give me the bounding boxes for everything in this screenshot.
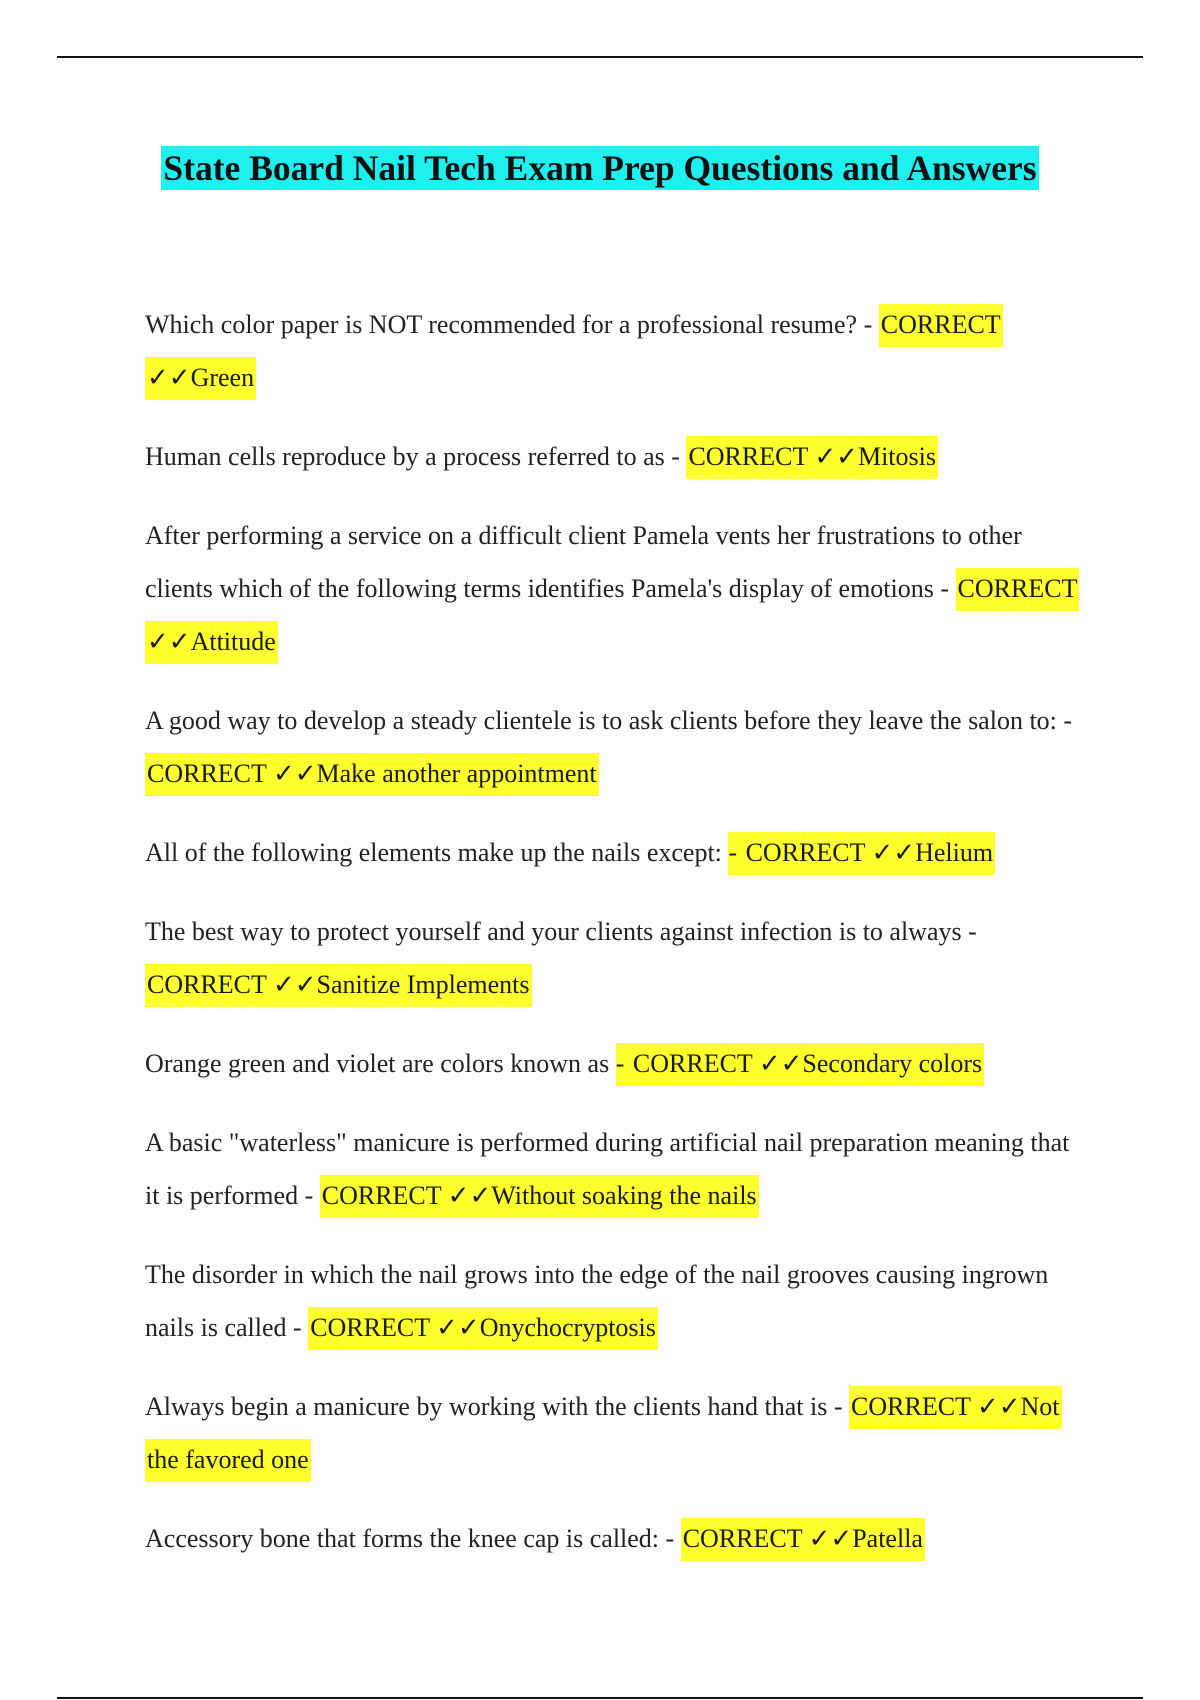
answer-text: CORRECT ✓✓Attitude: [145, 568, 1079, 664]
bottom-rule: [57, 1697, 1143, 1699]
answer-text: CORRECT ✓✓Sanitize Implements: [145, 964, 532, 1007]
answer-text: CORRECT ✓✓Onychocryptosis: [308, 1307, 658, 1350]
question-text: After performing a service on a difficult client Pamela vents her frustrations to other clients which of the following terms identifies Pamela's display of emotions -: [145, 521, 1022, 603]
question-text: A basic "waterless" manicure is performed during artificial nail preparation meaning that it is performed -: [145, 1128, 1070, 1210]
document-title: State Board Nail Tech Exam Prep Questions and Answers: [163, 148, 1037, 188]
qa-item: [145, 905, 1090, 1011]
question-text: All of the following elements make up the nails except:: [145, 838, 729, 867]
question-text: Which color paper is NOT recommended for a professional resume? -: [145, 310, 879, 339]
answer-dash: -: [616, 1043, 631, 1086]
answer-text: CORRECT ✓✓Make another appointment: [145, 753, 599, 796]
answer-dash: -: [728, 832, 743, 875]
qa-item: [145, 509, 1090, 668]
question-text: A good way to develop a steady clientele is to ask clients before they leave the salon to: -: [145, 706, 1073, 735]
top-rule: [57, 56, 1143, 58]
question-text: Human cells reproduce by a process referred to as -: [145, 442, 687, 471]
answer-text: CORRECT ✓✓Green: [145, 304, 1003, 400]
qa-item: [145, 694, 1090, 800]
answer-text: CORRECT ✓✓Secondary colors: [631, 1043, 984, 1086]
qa-item: [145, 1248, 1090, 1354]
qa-item: [145, 1037, 1090, 1090]
qa-item: [145, 1116, 1090, 1222]
question-text: Always begin a manicure by working with the clients hand that is -: [145, 1392, 850, 1421]
title-container: [0, 146, 1200, 190]
answer-text: CORRECT ✓✓Without soaking the nails: [320, 1175, 759, 1218]
question-text: Orange green and violet are colors known as: [145, 1049, 616, 1078]
question-text: The disorder in which the nail grows into the edge of the nail grooves causing ingrown nails is called -: [145, 1260, 1049, 1342]
answer-text: CORRECT ✓✓Helium: [744, 832, 996, 875]
qa-item: [145, 298, 1090, 404]
qa-list: [145, 272, 1090, 1579]
answer-text: CORRECT ✓✓Not the favored one: [145, 1386, 1062, 1482]
qa-item: [145, 826, 1090, 879]
qa-item: [145, 430, 1090, 483]
qa-item: [145, 1512, 1090, 1565]
answer-text: CORRECT ✓✓Mitosis: [686, 436, 938, 479]
question-text: The best way to protect yourself and your clients against infection is to always -: [145, 917, 977, 946]
qa-item: [145, 1380, 1090, 1486]
answer-text: CORRECT ✓✓Patella: [681, 1518, 925, 1561]
question-text: Accessory bone that forms the knee cap is called: -: [145, 1524, 681, 1553]
